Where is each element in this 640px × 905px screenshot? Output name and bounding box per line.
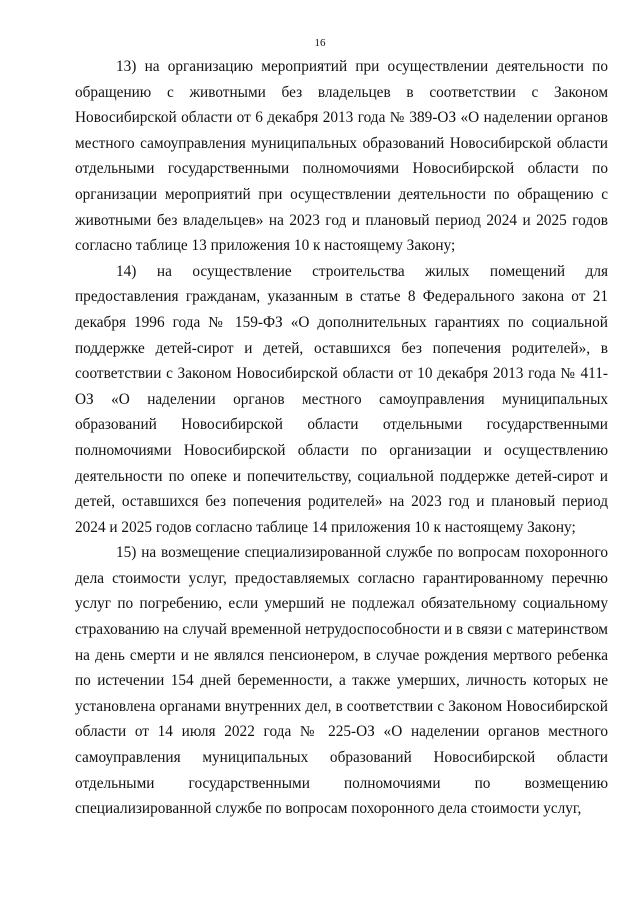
document-body [75, 54, 608, 822]
paragraph-item-14: 14) на осуществление строительства жилых помещений для предоставления гражданам, указанным в статье 8 Федерального закона от 21 декабря 1996 года № 159-ФЗ «О дополнительных гарантиях по социальной поддержке детей-сирот и детей, оставшихся без попечения родителей», в соответствии с Законом Новосибирской области от 10 декабря 2013 года № 411-ОЗ «О наделении органов местного самоуправления муниципальных образований Новосибирской области отдельными государственными полномочиями Новосибирской области по организации и осуществлению деятельности по опеке и попечительству, социальной поддержке детей-сирот и детей, оставшихся без попечения родителей» на 2023 год и плановый период 2024 и 2025 годов согласно таблице 14 приложения 10 к настоящему Закону; [75, 262, 608, 536]
paragraph-item-15: 15) на возмещение специализированной службе по вопросам похоронного дела стоимости услуг, предоставляемых согласно гарантированному перечню услуг по погребению, если умерший не подлежал обязательному социальному страхованию на случай временной нетрудоспособности и в связи с материнством на день смерти и не являлся пенсионером, в случае рождения мертвого ребенка по истечении 154 дней беременности, а также умерших, личность которых не установлена органами внутренних дел, в соответствии с Законом Новосибирской области от 14 июля 2022 года № 225-ОЗ «О наделении органов местного самоуправления муниципальных образований Новосибирской области отдельными государственными полномочиями по возмещению специализированной службе по вопросам похоронного дела стоимости услуг, [75, 544, 608, 818]
paragraph-item-13: 13) на организацию мероприятий при осуществлении деятельности по обращению с животными без владельцев в соответствии с Законом Новосибирской области от 6 декабря 2013 года № 389-ОЗ «О наделении органов местного самоуправления муниципальных образований Новосибирской области отдельными государственными полномочиями Новосибирской области по организации мероприятий при осуществлении деятельности по обращению с животными без владельцев» на 2023 год и плановый период 2024 и 2025 годов согласно таблице 13 приложения 10 к настоящему Закону; [75, 58, 608, 255]
page-number: 16 [314, 37, 326, 49]
